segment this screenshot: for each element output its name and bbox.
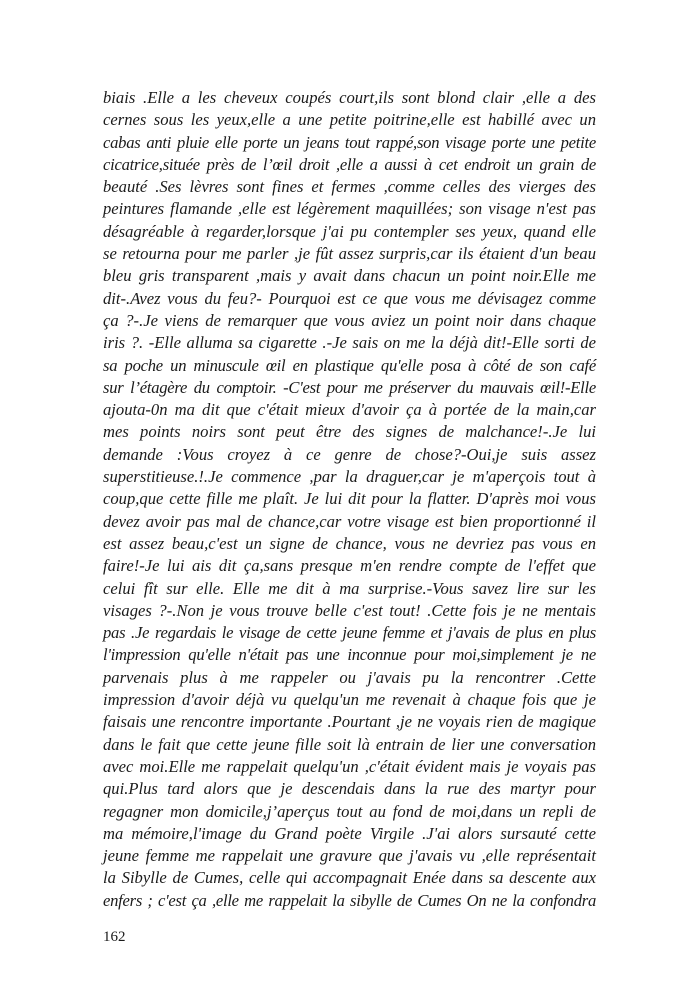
text-line: visages ?-.Non je vous trouve belle c'est tout! .Cette fois je ne mentais [103, 600, 596, 620]
text-line: cabas anti pluie elle porte un jeans tout rappé,son visage porte une petite [103, 132, 596, 152]
text-line: sur l’étagère du comptoir. -C'est pour me préserver du mauvais œil!-Elle [103, 377, 596, 397]
text-line: ma mémoire,l'image du Grand poète Virgile .J'ai alors sursauté cette [103, 823, 596, 843]
text-line: faire!-Je lui ais dit ça,sans presque m'en rendre compte de l'effet que [103, 556, 596, 576]
text-line: mes points noirs sont peut être des signes de malchance!-.Je lui [103, 422, 596, 442]
text-line: avec moi.Elle me rappelait quelqu'un ,c'était évident mais je voyais pas [103, 756, 596, 776]
text-line: dit-.Avez vous du feu?- Pourquoi est ce que vous me dévisagez comme [103, 288, 596, 308]
text-line: biais .Elle a les cheveux coupés court,ils sont blond clair ,elle a des [103, 88, 596, 107]
text-line: jeune femme me rappelait une gravure que j'avais vu ,elle représentait [103, 846, 596, 866]
body-text [103, 87, 596, 912]
text-line: ajouta-0n ma dit que c'était mieux d'avoir ça à portée de la main,car [103, 400, 596, 420]
text-line: sa poche un minuscule œil en plastique qu'elle posa à côté de son café [103, 355, 596, 375]
text-line: faisais une rencontre importante .Pourtant ,je ne voyais rien de magique [103, 712, 596, 732]
text-line: impression d'avoir déjà vu quelqu'un me revenait à chaque fois que je [103, 690, 596, 710]
text-line: cernes sous les yeux,elle a une petite poitrine,elle est habillé avec un [103, 110, 596, 130]
text-line: enfers ; c'est ça ,elle me rappelait la sibylle de Cumes On ne la confondra [103, 890, 596, 910]
text-line: la Sibylle de Cumes, celle qui accompagnait Enée dans sa descente aux [103, 868, 596, 888]
text-line: devez avoir pas mal de chance,car votre visage est bien proportionné il [103, 511, 596, 531]
text-line: peintures flamande ,elle est légèrement maquillées; son visage n'est pas [103, 199, 596, 219]
text-line: beauté .Ses lèvres sont fines et fermes ,comme celles des vierges des [103, 177, 596, 197]
text-line: regagner mon domicile,j’aperçus tout au fond de moi,dans un repli de [103, 801, 596, 821]
text-line: demande :Vous croyez à ce genre de chose?-Oui,je suis assez [103, 444, 596, 464]
text-line: celui fît sur elle. Elle me dit à ma surprise.-Vous savez lire sur les [103, 578, 596, 598]
text-line: parvenais plus à me rappeler ou j'avais pu la rencontrer .Cette [103, 667, 596, 687]
text-line: se retourna pour me parler ,je fût assez surpris,car ils étaient d'un beau [103, 244, 596, 264]
text-line: l'impression qu'elle n'était pas une inconnue pour moi,simplement je ne [103, 645, 596, 665]
text-line: bleu gris transparent ,mais y avait dans chacun un point noir.Elle me [103, 266, 596, 286]
text-line: désagréable à regarder,lorsque j'ai pu contempler ses yeux, quand elle [103, 221, 596, 241]
text-line: superstitieuse.!.Je commence ,par la draguer,car je m'aperçois tout à [103, 467, 596, 487]
text-line: est assez beau,c'est un signe de chance, vous ne devriez pas vous en [103, 533, 596, 553]
text-line: dans le fait que cette jeune fille soit là entrain de lier une conversation [103, 734, 596, 754]
text-line: iris ?. -Elle alluma sa cigarette .-Je sais on me la déjà dit!-Elle sorti de [103, 333, 596, 353]
text-line: qui.Plus tard alors que je descendais dans la rue des martyr pour [103, 779, 596, 799]
text-line: pas .Je regardais le visage de cette jeune femme et j'avais de plus en plus [103, 623, 596, 643]
text-line: cicatrice,située près de l’œil droit ,elle a aussi à cet endroit un grain de [103, 154, 596, 174]
text-line: ça ?-.Je viens de remarquer que vous aviez un point noir dans chaque [103, 310, 596, 330]
text-line: coup,que cette fille me plaît. Je lui dit pour la flatter. D'après moi vous [103, 489, 596, 509]
page-number: 162 [103, 929, 126, 945]
